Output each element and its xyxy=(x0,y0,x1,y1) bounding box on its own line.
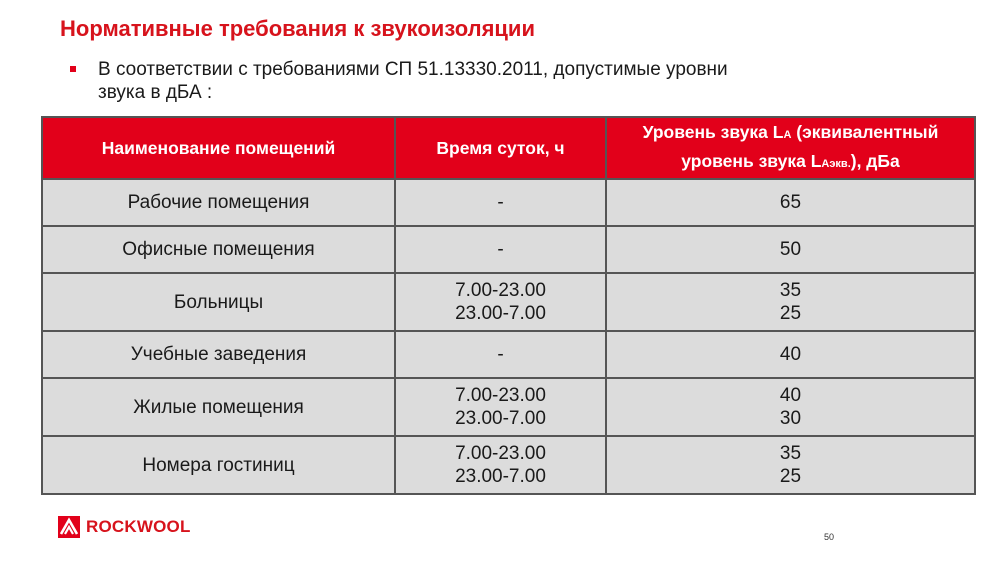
bullet-item xyxy=(70,58,770,104)
cell-level xyxy=(606,436,975,494)
level-value: 25 xyxy=(779,466,802,487)
cell-room: Номера гостиниц xyxy=(42,436,395,494)
level-value: 40 xyxy=(779,344,802,365)
cell-time xyxy=(395,226,606,273)
requirements-table xyxy=(41,116,976,495)
table-row xyxy=(42,179,975,226)
table-row xyxy=(42,273,975,331)
cell-room: Учебные заведения xyxy=(42,331,395,378)
table-row xyxy=(42,331,975,378)
level-value: 25 xyxy=(779,303,802,324)
header-level-line2: уровень звука LAэкв.), дБа xyxy=(681,151,900,171)
level-value: 40 xyxy=(779,385,802,406)
header-time: Время суток, ч xyxy=(395,117,606,179)
table-row xyxy=(42,226,975,273)
page-number: 50 xyxy=(824,532,835,542)
cell-room: Рабочие помещения xyxy=(42,179,395,226)
cell-room: Больницы xyxy=(42,273,395,331)
cell-room: Офисные помещения xyxy=(42,226,395,273)
table-row xyxy=(42,436,975,494)
level-value: 50 xyxy=(779,239,802,260)
cell-time xyxy=(395,331,606,378)
cell-level xyxy=(606,179,975,226)
table-row xyxy=(42,378,975,436)
time-range: 23.00-7.00 xyxy=(455,408,546,429)
time-range: 7.00-23.00 xyxy=(455,385,546,406)
cell-time xyxy=(395,436,606,494)
logo-text: ROCKWOOL xyxy=(86,517,191,536)
level-value: 30 xyxy=(779,408,802,429)
level-value: 35 xyxy=(779,280,802,301)
rockwool-logo xyxy=(58,516,191,538)
cell-time xyxy=(395,179,606,226)
time-range: - xyxy=(497,344,504,365)
bullet-text: В соответствии с требованиями СП 51.13330.2011, допустимые уровни звука в дБА : xyxy=(98,59,728,103)
cell-level xyxy=(606,226,975,273)
time-range: 7.00-23.00 xyxy=(455,280,546,301)
level-value: 65 xyxy=(779,192,802,213)
cell-room: Жилые помещения xyxy=(42,378,395,436)
time-range: - xyxy=(497,239,504,260)
header-room: Наименование помещений xyxy=(42,117,395,179)
level-value: 35 xyxy=(779,443,802,464)
table-header-row xyxy=(42,117,975,179)
cell-level xyxy=(606,378,975,436)
header-level xyxy=(606,117,975,179)
cell-time xyxy=(395,273,606,331)
cell-level xyxy=(606,331,975,378)
time-range: 23.00-7.00 xyxy=(455,303,546,324)
time-range: - xyxy=(497,192,504,213)
header-level-line1: Уровень звука LA (эквивалентный xyxy=(642,122,939,142)
rockwool-mark-icon xyxy=(58,516,80,538)
cell-level xyxy=(606,273,975,331)
cell-time xyxy=(395,378,606,436)
time-range: 7.00-23.00 xyxy=(455,443,546,464)
bullet-square-icon xyxy=(70,66,76,72)
slide-title: Нормативные требования к звукоизоляции xyxy=(60,16,535,41)
time-range: 23.00-7.00 xyxy=(455,466,546,487)
